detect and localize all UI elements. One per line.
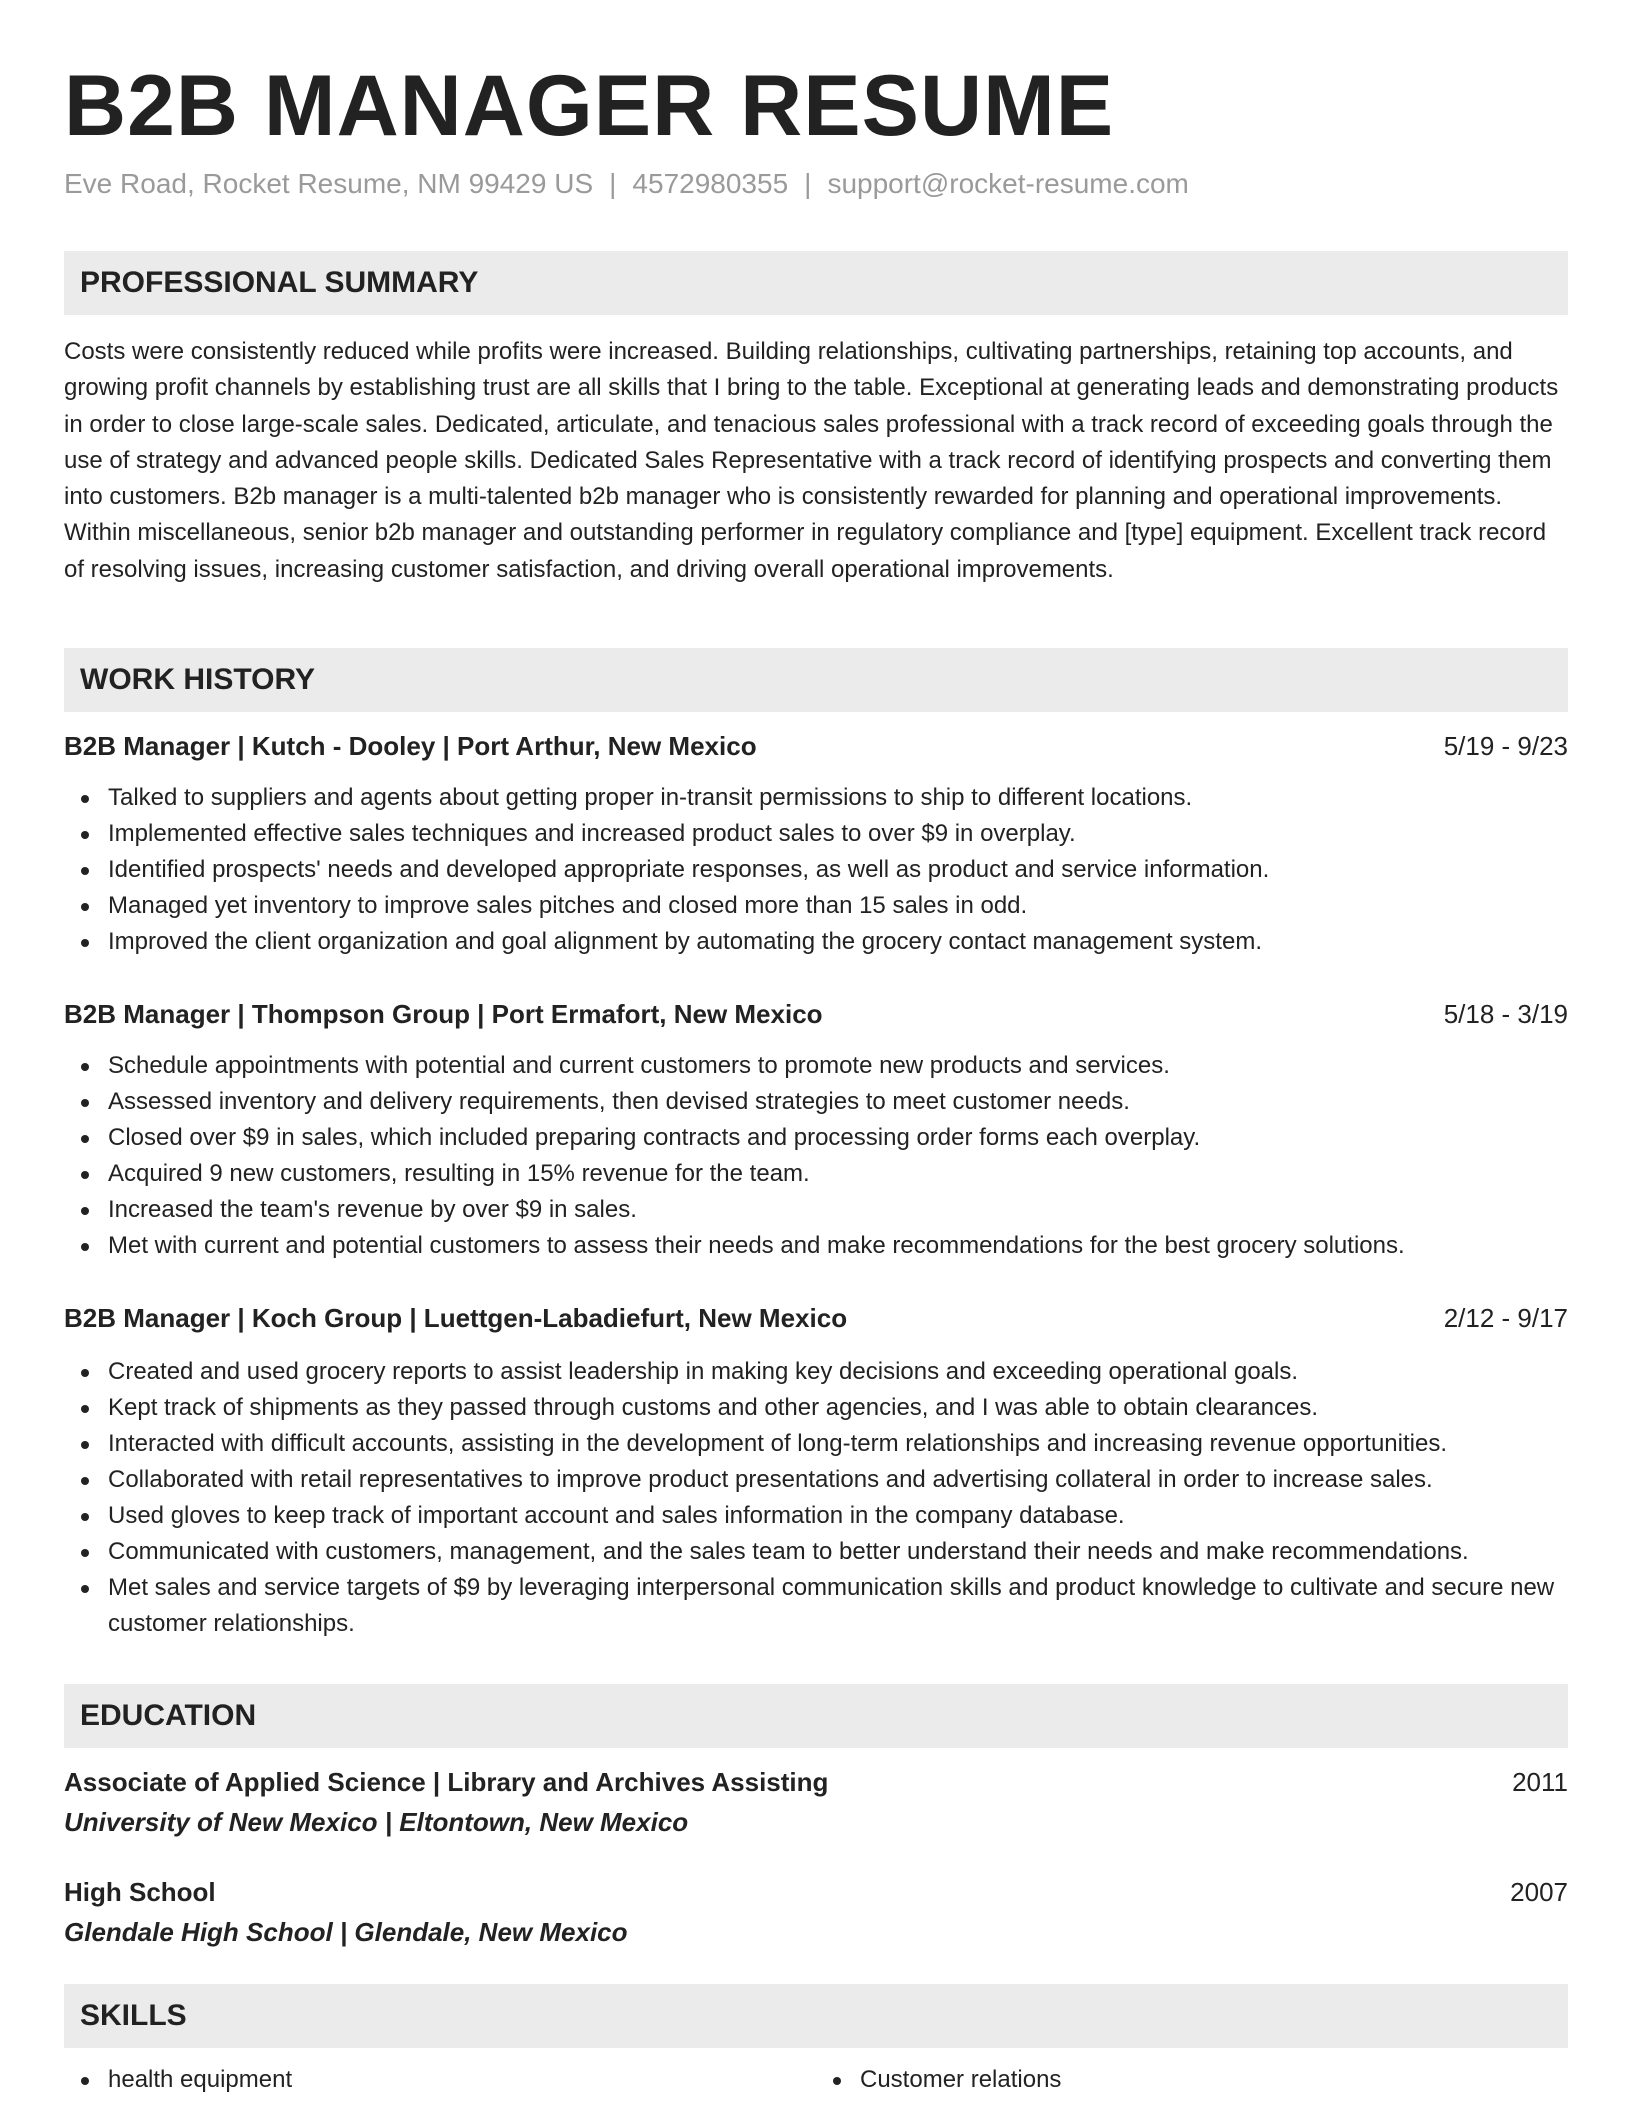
contact-separator: | [804, 168, 812, 199]
resume-title: B2B MANAGER RESUME [64, 58, 1115, 154]
job-heading [64, 1300, 1568, 1336]
job-entry [64, 728, 1568, 960]
section-title: EDUCATION [80, 1699, 257, 1732]
summary-text: Costs were consistently reduced while profits were increased. Building relationships, cultivating partnerships, retaining top accounts, and growing profit channels by establishing trust are all skills that I bring to the table. Exceptional at generating leads and demonstrating products in order to close large-scale sales. Dedicated, articulate, and tenacious sales professional with a track record of exceeding goals through the use of strategy and advanced people skills. Dedicated Sales Representative with a track record of identifying prospects and converting them into customers. B2b manager is a multi-talented b2b manager who is consistently rewarded for planning and operational improvements. Within miscellaneous, senior b2b manager and outstanding performer in regulatory compliance and [type] equipment. Excellent track record of resolving issues, increasing customer satisfaction, and driving overall operational improvements. [64, 338, 1559, 583]
education-degree: Associate of Applied Science | Library and Archives Assisting [64, 1767, 829, 1797]
list-item: Collaborated with retail representatives to improve product presentations and advertising collateral in order to increase sales. [64, 1462, 1568, 1498]
education-year: 2011 [1512, 1767, 1568, 1797]
contact-email: support@rocket-resume.com [827, 168, 1189, 199]
job-title: B2B Manager | Thompson Group | Port Ermafort, New Mexico [64, 999, 823, 1029]
education-heading [64, 1872, 1568, 1912]
list-item: Assessed inventory and delivery requirements, then devised strategies to meet customer needs. [64, 1084, 1568, 1120]
section-title: PROFESSIONAL SUMMARY [80, 266, 479, 299]
education-year: 2007 [1510, 1877, 1568, 1907]
job-heading [64, 996, 1568, 1032]
contact-separator: | [609, 168, 617, 199]
list-item: Increased the team's revenue by over $9 in sales. [64, 1192, 1568, 1228]
education-entry [64, 1872, 1568, 1952]
education-degree: High School [64, 1877, 216, 1907]
skill-item: Customer relations [816, 2062, 1568, 2098]
list-item: Managed yet inventory to improve sales pitches and closed more than 15 sales in odd. [64, 888, 1568, 924]
list-item: Created and used grocery reports to assist leadership in making key decisions and exceeding operational goals. [64, 1354, 1568, 1390]
contact-phone: 4572980355 [632, 168, 789, 199]
skill-item: health equipment [64, 2062, 816, 2098]
section-title: WORK HISTORY [80, 663, 316, 696]
list-item: Improved the client organization and goal alignment by automating the grocery contact management system. [64, 924, 1568, 960]
section-header-skills [64, 1984, 1568, 2048]
list-item: Met with current and potential customers to assess their needs and make recommendations for the best grocery solutions. [64, 1228, 1568, 1264]
job-dates: 5/18 - 3/19 [1443, 999, 1568, 1029]
job-dates: 2/12 - 9/17 [1443, 1303, 1568, 1333]
job-bullets [64, 1354, 1568, 1642]
job-title: B2B Manager | Koch Group | Luettgen-Labadiefurt, New Mexico [64, 1303, 848, 1333]
list-item: Used gloves to keep track of important account and sales information in the company database. [64, 1498, 1568, 1534]
job-heading [64, 728, 1568, 764]
job-entry [64, 996, 1568, 1264]
section-header-summary [64, 251, 1568, 315]
list-item: Identified prospects' needs and developed appropriate responses, as well as product and service information. [64, 852, 1568, 888]
education-entry [64, 1762, 1568, 1842]
skills-list [64, 2062, 1568, 2098]
skills-column-left [64, 2062, 816, 2098]
section-header-education [64, 1684, 1568, 1748]
education-heading [64, 1762, 1568, 1802]
list-item: Kept track of shipments as they passed through customs and other agencies, and I was able to obtain clearances. [64, 1390, 1568, 1426]
job-bullets [64, 1048, 1568, 1264]
list-item: Talked to suppliers and agents about getting proper in-transit permissions to ship to different locations. [64, 780, 1568, 816]
skills-column-right [816, 2062, 1568, 2098]
education-school: University of New Mexico | Eltontown, New Mexico [64, 1807, 689, 1837]
list-item: Communicated with customers, management, and the sales team to better understand their needs and make recommendations. [64, 1534, 1568, 1570]
job-bullets [64, 780, 1568, 960]
contact-address: Eve Road, Rocket Resume, NM 99429 US [64, 168, 594, 199]
job-title: B2B Manager | Kutch - Dooley | Port Arthur, New Mexico [64, 731, 757, 761]
list-item: Acquired 9 new customers, resulting in 15% revenue for the team. [64, 1156, 1568, 1192]
section-title: SKILLS [80, 1999, 187, 2032]
section-header-work-history [64, 648, 1568, 712]
job-dates: 5/19 - 9/23 [1443, 731, 1568, 761]
list-item: Closed over $9 in sales, which included preparing contracts and processing order forms each overplay. [64, 1120, 1568, 1156]
list-item: Implemented effective sales techniques and increased product sales to over $9 in overplay. [64, 816, 1568, 852]
job-entry [64, 1300, 1568, 1642]
list-item: Schedule appointments with potential and current customers to promote new products and services. [64, 1048, 1568, 1084]
list-item: Met sales and service targets of $9 by leveraging interpersonal communication skills and product knowledge to cultivate and secure new customer relationships. [64, 1570, 1568, 1642]
list-item: Interacted with difficult accounts, assisting in the development of long-term relationships and increasing revenue opportunities. [64, 1426, 1568, 1462]
education-school: Glendale High School | Glendale, New Mexico [64, 1917, 628, 1947]
contact-line [64, 166, 1189, 202]
